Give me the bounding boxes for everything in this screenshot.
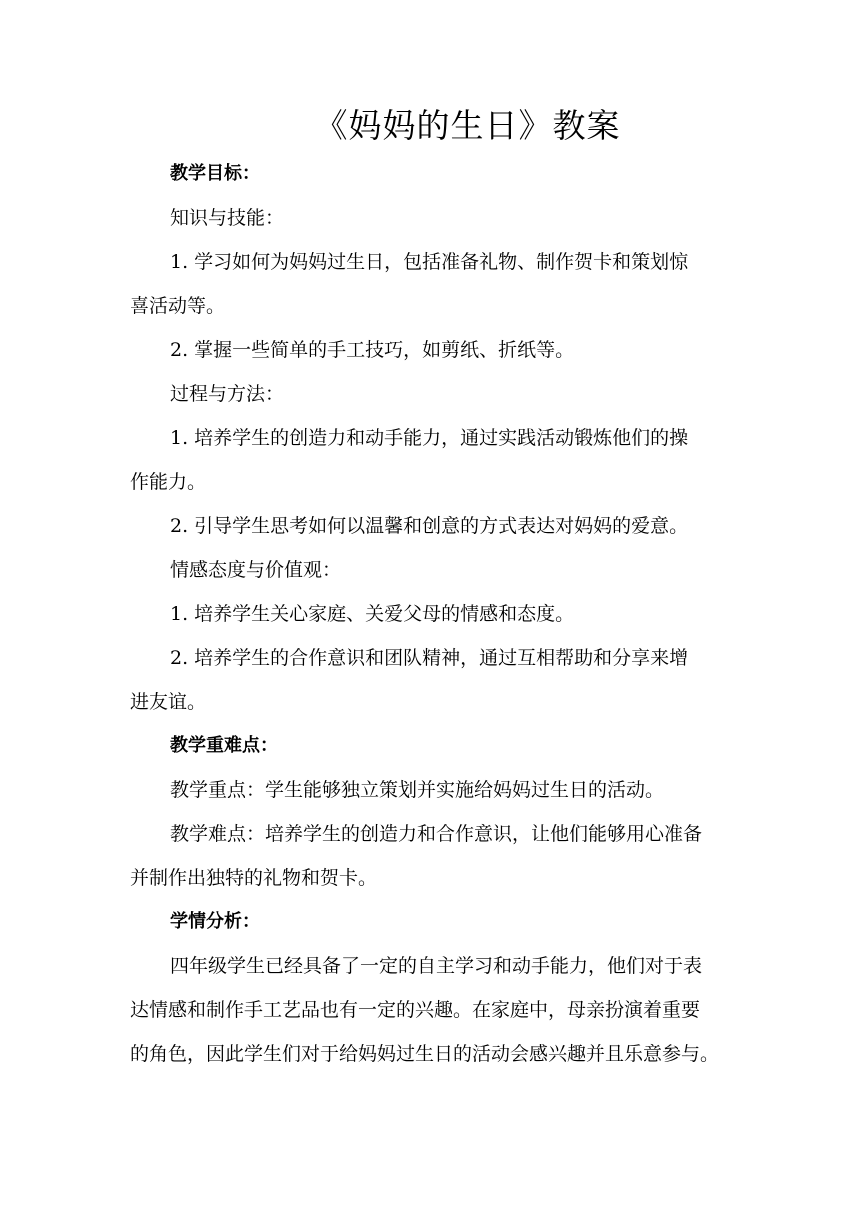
key-points-heading: 教学重难点：	[170, 735, 278, 756]
knowledge-item-1-line-1: 1. 学习如何为妈妈过生日，包括准备礼物、制作贺卡和策划惊	[170, 251, 689, 273]
emotion-item-2-line-2: 进友谊。	[130, 691, 207, 713]
knowledge-item-1-line-2: 喜活动等。	[130, 295, 226, 317]
process-item-1-line-2: 作能力。	[130, 471, 207, 493]
process-item-1-line-1: 1. 培养学生的创造力和动手能力，通过实践活动锻炼他们的操	[170, 427, 689, 449]
knowledge-item-2: 2. 掌握一些简单的手工技巧，如剪纸、折纸等。	[170, 339, 575, 361]
analysis-heading: 学情分析：	[170, 911, 260, 932]
document-body	[130, 152, 742, 1076]
emotion-item-1: 1. 培养学生关心家庭、关爱父母的情感和态度。	[170, 603, 575, 625]
process-item-2: 2. 引导学生思考如何以温馨和创意的方式表达对妈妈的爱意。	[170, 515, 689, 537]
emotion-label: 情感态度与价值观：	[170, 559, 342, 581]
analysis-line-2: 达情感和制作手工艺品也有一定的兴趣。在家庭中，母亲扮演着重要	[130, 999, 701, 1021]
document-title: 《妈妈的生日》教案	[314, 106, 621, 145]
analysis-line-3: 的角色，因此学生们对于给妈妈过生日的活动会感兴趣并且乐意参与。	[130, 1043, 720, 1065]
difficult-point-line-2: 并制作出独特的礼物和贺卡。	[130, 867, 378, 889]
key-point: 教学重点：学生能够独立策划并实施给妈妈过生日的活动。	[170, 779, 665, 801]
emotion-item-2-line-1: 2. 培养学生的合作意识和团队精神，通过互相帮助和分享来增	[170, 647, 689, 669]
process-label: 过程与方法：	[170, 383, 285, 405]
analysis-line-1: 四年级学生已经具备了一定的自主学习和动手能力，他们对于表	[170, 955, 703, 977]
difficult-point-line-1: 教学难点：培养学生的创造力和合作意识，让他们能够用心准备	[170, 823, 703, 845]
objectives-heading: 教学目标：	[170, 163, 260, 184]
knowledge-label: 知识与技能：	[170, 207, 285, 229]
